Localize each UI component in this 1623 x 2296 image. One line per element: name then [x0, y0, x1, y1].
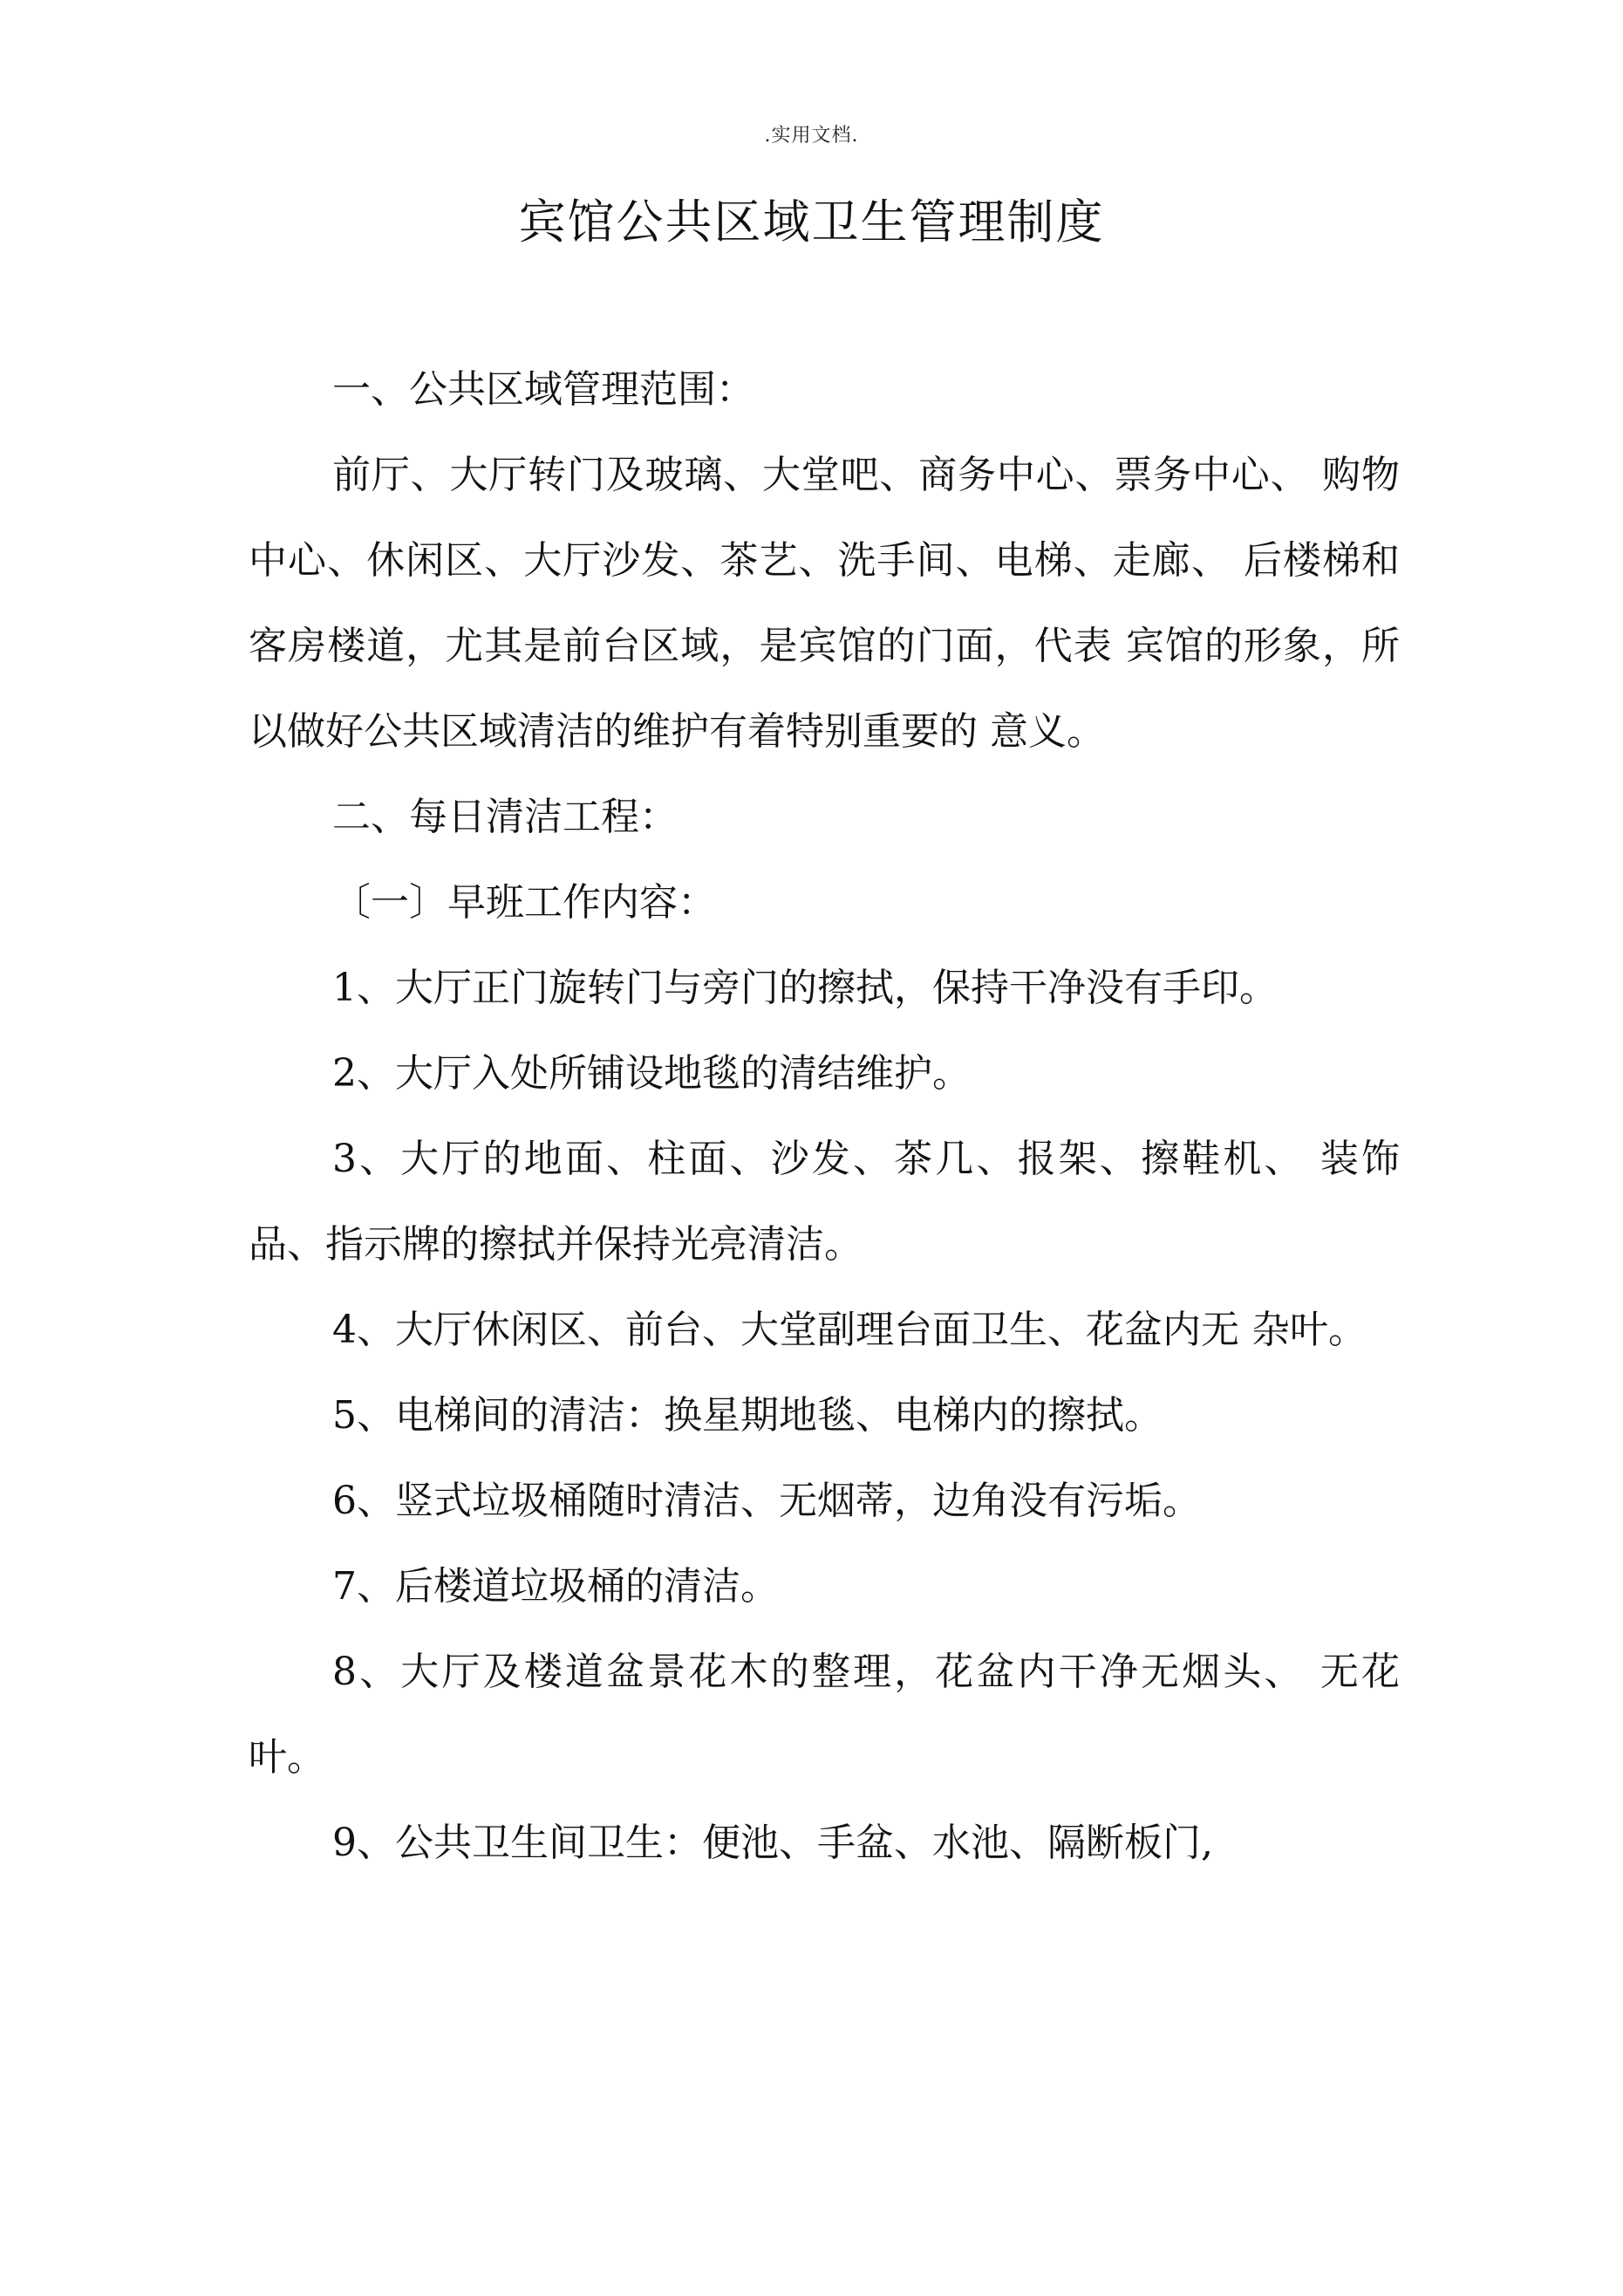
- document-title: 宾馆公共区域卫生管理制度: [518, 195, 1105, 249]
- paragraph-scope-description: 前厅、大厅转门及玻璃、大堂吧、商务中心、票务中心、 购物中心、休闲区、大厅沙发、茶艺、洗手间、电梯、走廊、 后楼梯和客房楼道，尤其是前台区域，是宾馆的门面，代表 宾馆的形象，所以做好公共区域清洁的维护有着特别重要的 意义。: [249, 453, 1400, 754]
- list-item: 7、后楼道垃圾桶的清洁。: [332, 1564, 779, 1609]
- document-body: [249, 347, 1400, 1886]
- section-heading-scope: 一、公共区域管理范围：: [332, 367, 754, 412]
- list-item: 1、大厅正门旋转门与旁门的擦拭，保持干净没有手印。: [332, 966, 1278, 1010]
- list-item: 2、大厅入处所铺设地毯的清结维护。: [332, 1051, 971, 1096]
- list-item: 6、竖式垃圾桶随时清洁、无烟蒂，边角没有污垢。: [332, 1479, 1201, 1523]
- subsection-heading-morning-shift: 〔一〕早班工作内容：: [332, 880, 716, 925]
- list-item: 5、电梯间的清洁：换星期地毯、电梯内的擦拭。: [332, 1393, 1163, 1438]
- section-heading-daily-cleaning: 二、每日清洁工程：: [332, 795, 678, 839]
- list-item: 8、大厅及楼道盆景花木的整理，花盆内干净无烟头、 无花叶。: [249, 1650, 1400, 1780]
- list-item: 3、大厅的地面、柱面、沙发、茶几、报架、擦鞋机、 装饰品、指示牌的擦拭并保持光亮清洁。: [249, 1137, 1400, 1267]
- list-item: 9、公共卫生间卫生：便池、手盆、水池、隔断板门,: [332, 1821, 1213, 1865]
- page-header: .实用文档.: [764, 125, 859, 147]
- list-item: 4、大厅休闲区、前台、大堂副理台面卫生、花盆内无 杂叶。: [332, 1308, 1367, 1352]
